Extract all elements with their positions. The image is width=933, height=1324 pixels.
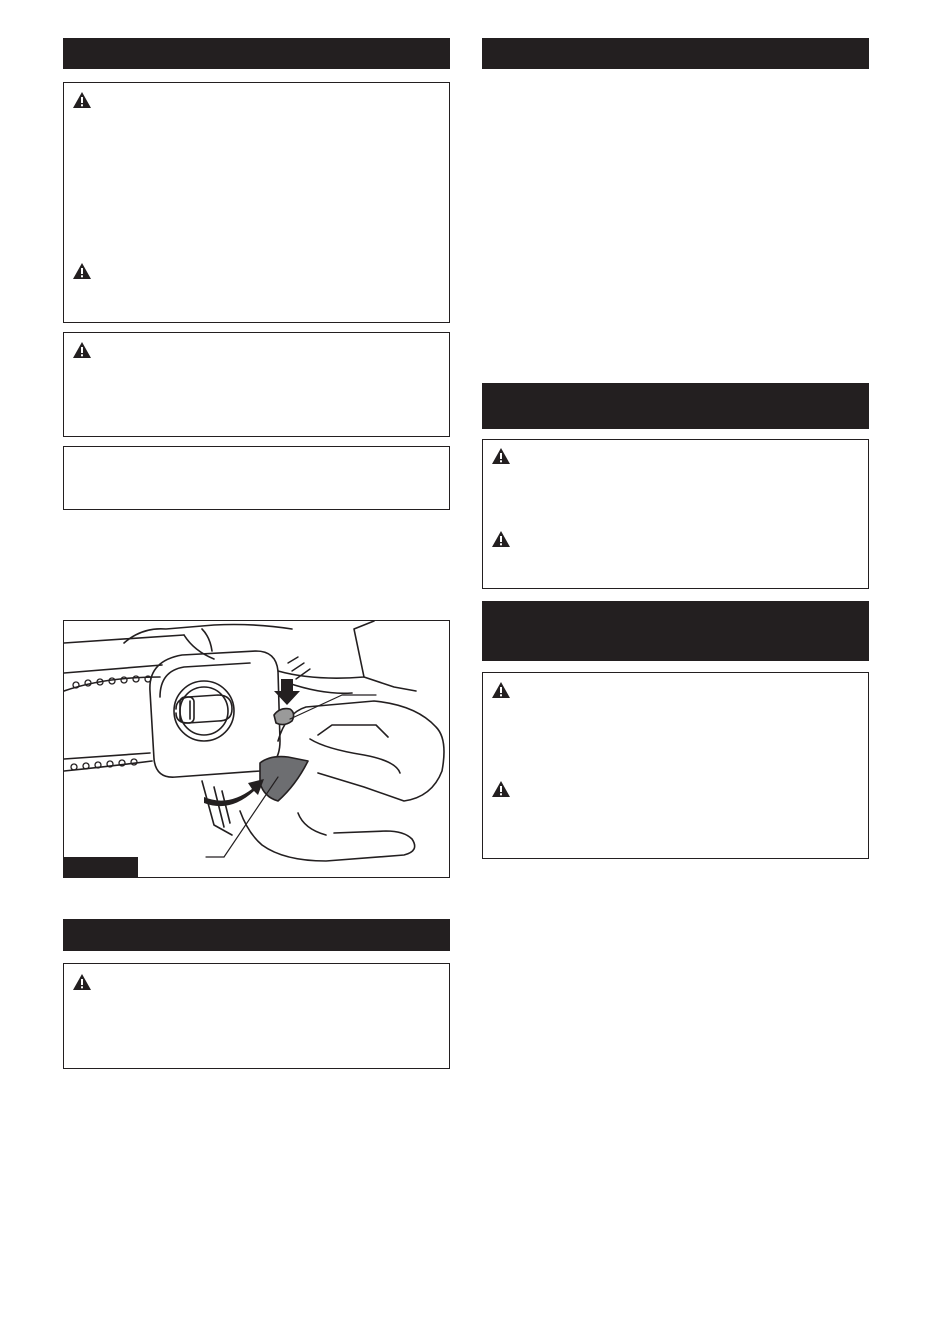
tension-knob [174,681,234,741]
section-header-bar-2 [63,919,450,951]
switch-trigger [260,757,308,801]
warning-box-2 [63,332,450,437]
warning-box-5 [482,672,869,859]
curved-arrow-icon [204,779,264,806]
warning-triangle-icon [72,341,92,359]
warning-triangle-icon [491,447,511,465]
saw-chain [64,635,184,771]
engine-housing [150,651,280,777]
section-header-bar-1 [63,38,450,69]
warning-box-3 [63,963,450,1069]
section-header-bar-5 [482,601,869,661]
warning-box-4 [482,439,869,589]
warning-box-1 [63,82,450,323]
warning-triangle-icon [491,681,511,699]
warning-triangle-icon [72,262,92,280]
warning-triangle-icon [491,780,511,798]
section-header-bar-3 [482,38,869,69]
lock-off-button [274,709,294,725]
notice-box [63,446,450,510]
section-header-bar-4 [482,383,869,429]
warning-triangle-icon [72,91,92,109]
chainsaw-handle-figure [63,620,450,878]
warning-triangle-icon [491,530,511,548]
warning-triangle-icon [72,973,92,991]
figure-number-tag [64,857,138,877]
